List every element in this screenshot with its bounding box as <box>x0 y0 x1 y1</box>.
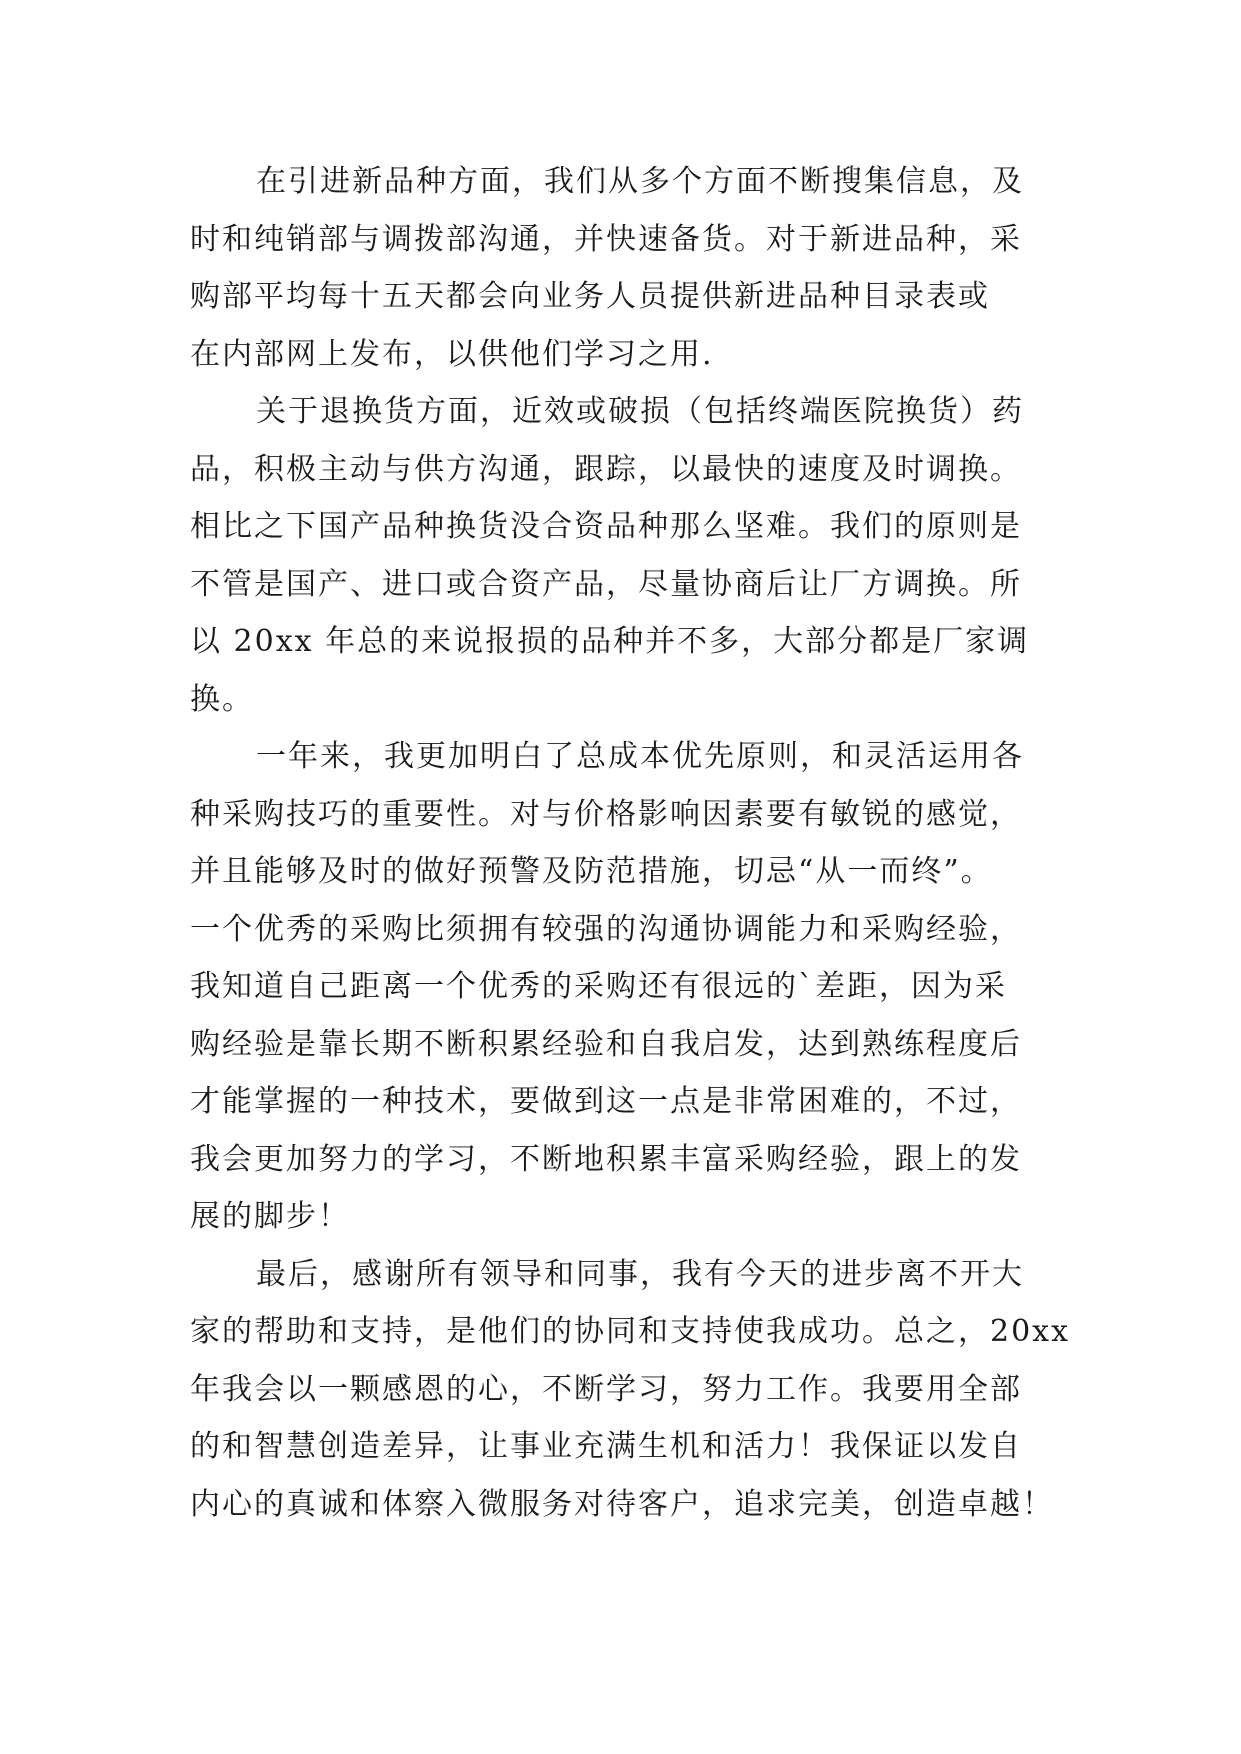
text-line: 关于退换货方面，近效或破损（包括终端医院换货）药 <box>256 394 1024 429</box>
text-line: 内心的真诚和体察入微服务对待客户，追求完美，创造卓越！ <box>190 1486 1054 1522</box>
text-line: 年我会以一颗感恩的心，不断学习，努力工作。我要用全部 <box>190 1371 1022 1407</box>
text-line: 不管是国产、进口或合资产品，尽量协商后让厂方调换。所 <box>190 566 1022 602</box>
text-line: 展的脚步！ <box>190 1199 350 1234</box>
text-line: 购部平均每十五天都会向业务人员提供新进品种目录表或 <box>190 279 990 314</box>
text-line: 一年来，我更加明白了总成本优先原则，和灵活运用各 <box>256 739 1024 774</box>
text-line: 品，积极主动与供方沟通，跟踪，以最快的速度及时调换。 <box>190 451 1022 487</box>
text-line: 我会更加努力的学习，不断地积累丰富采购经验，跟上的发 <box>190 1141 1022 1177</box>
document-body <box>190 153 1071 1533</box>
paragraph-reflection <box>190 728 1050 1246</box>
text-line: 以 20xx 年总的来说报损的品种并不多，大部分都是厂家调 <box>190 624 1030 659</box>
text-line: 在引进新品种方面，我们从多个方面不断搜集信息，及 <box>256 164 1024 199</box>
paragraph-returns <box>190 383 1050 728</box>
text-line: 购经验是靠长期不断积累经验和自我启发，达到熟练程度后 <box>190 1026 1022 1062</box>
text-line: 我知道自己距离一个优秀的采购还有很远的`差距，因为采 <box>190 969 1007 1004</box>
text-line: 换。 <box>190 681 254 717</box>
text-line: 并且能够及时的做好预警及防范措施，切忌“从一而终”。 <box>190 854 993 889</box>
text-line: 才能掌握的一种技术，要做到这一点是非常困难的，不过， <box>190 1084 1022 1119</box>
text-line: 一个优秀的采购比须拥有较强的沟通协调能力和采购经验， <box>190 911 1022 947</box>
text-line: 时和纯销部与调拨部沟通，并快速备货。对于新进品种，采 <box>190 221 1022 257</box>
text-line: 在内部网上发布，以供他们学习之用. <box>190 336 714 372</box>
paragraph-closing <box>190 1246 1071 1534</box>
text-line: 的和智慧创造差异，让事业充满生机和活力！我保证以发自 <box>190 1429 1022 1464</box>
paragraph-new-varieties <box>190 153 1050 383</box>
text-line: 家的帮助和支持，是他们的协同和支持使我成功。总之，20xx <box>190 1314 1071 1349</box>
text-line: 种采购技巧的重要性。对与价格影响因素要有敏锐的感觉， <box>190 796 1022 832</box>
text-line: 相比之下国产品种换货没合资品种那么坚难。我们的原则是 <box>190 509 1022 544</box>
text-line: 最后，感谢所有领导和同事，我有今天的进步离不开大 <box>256 1256 1024 1292</box>
